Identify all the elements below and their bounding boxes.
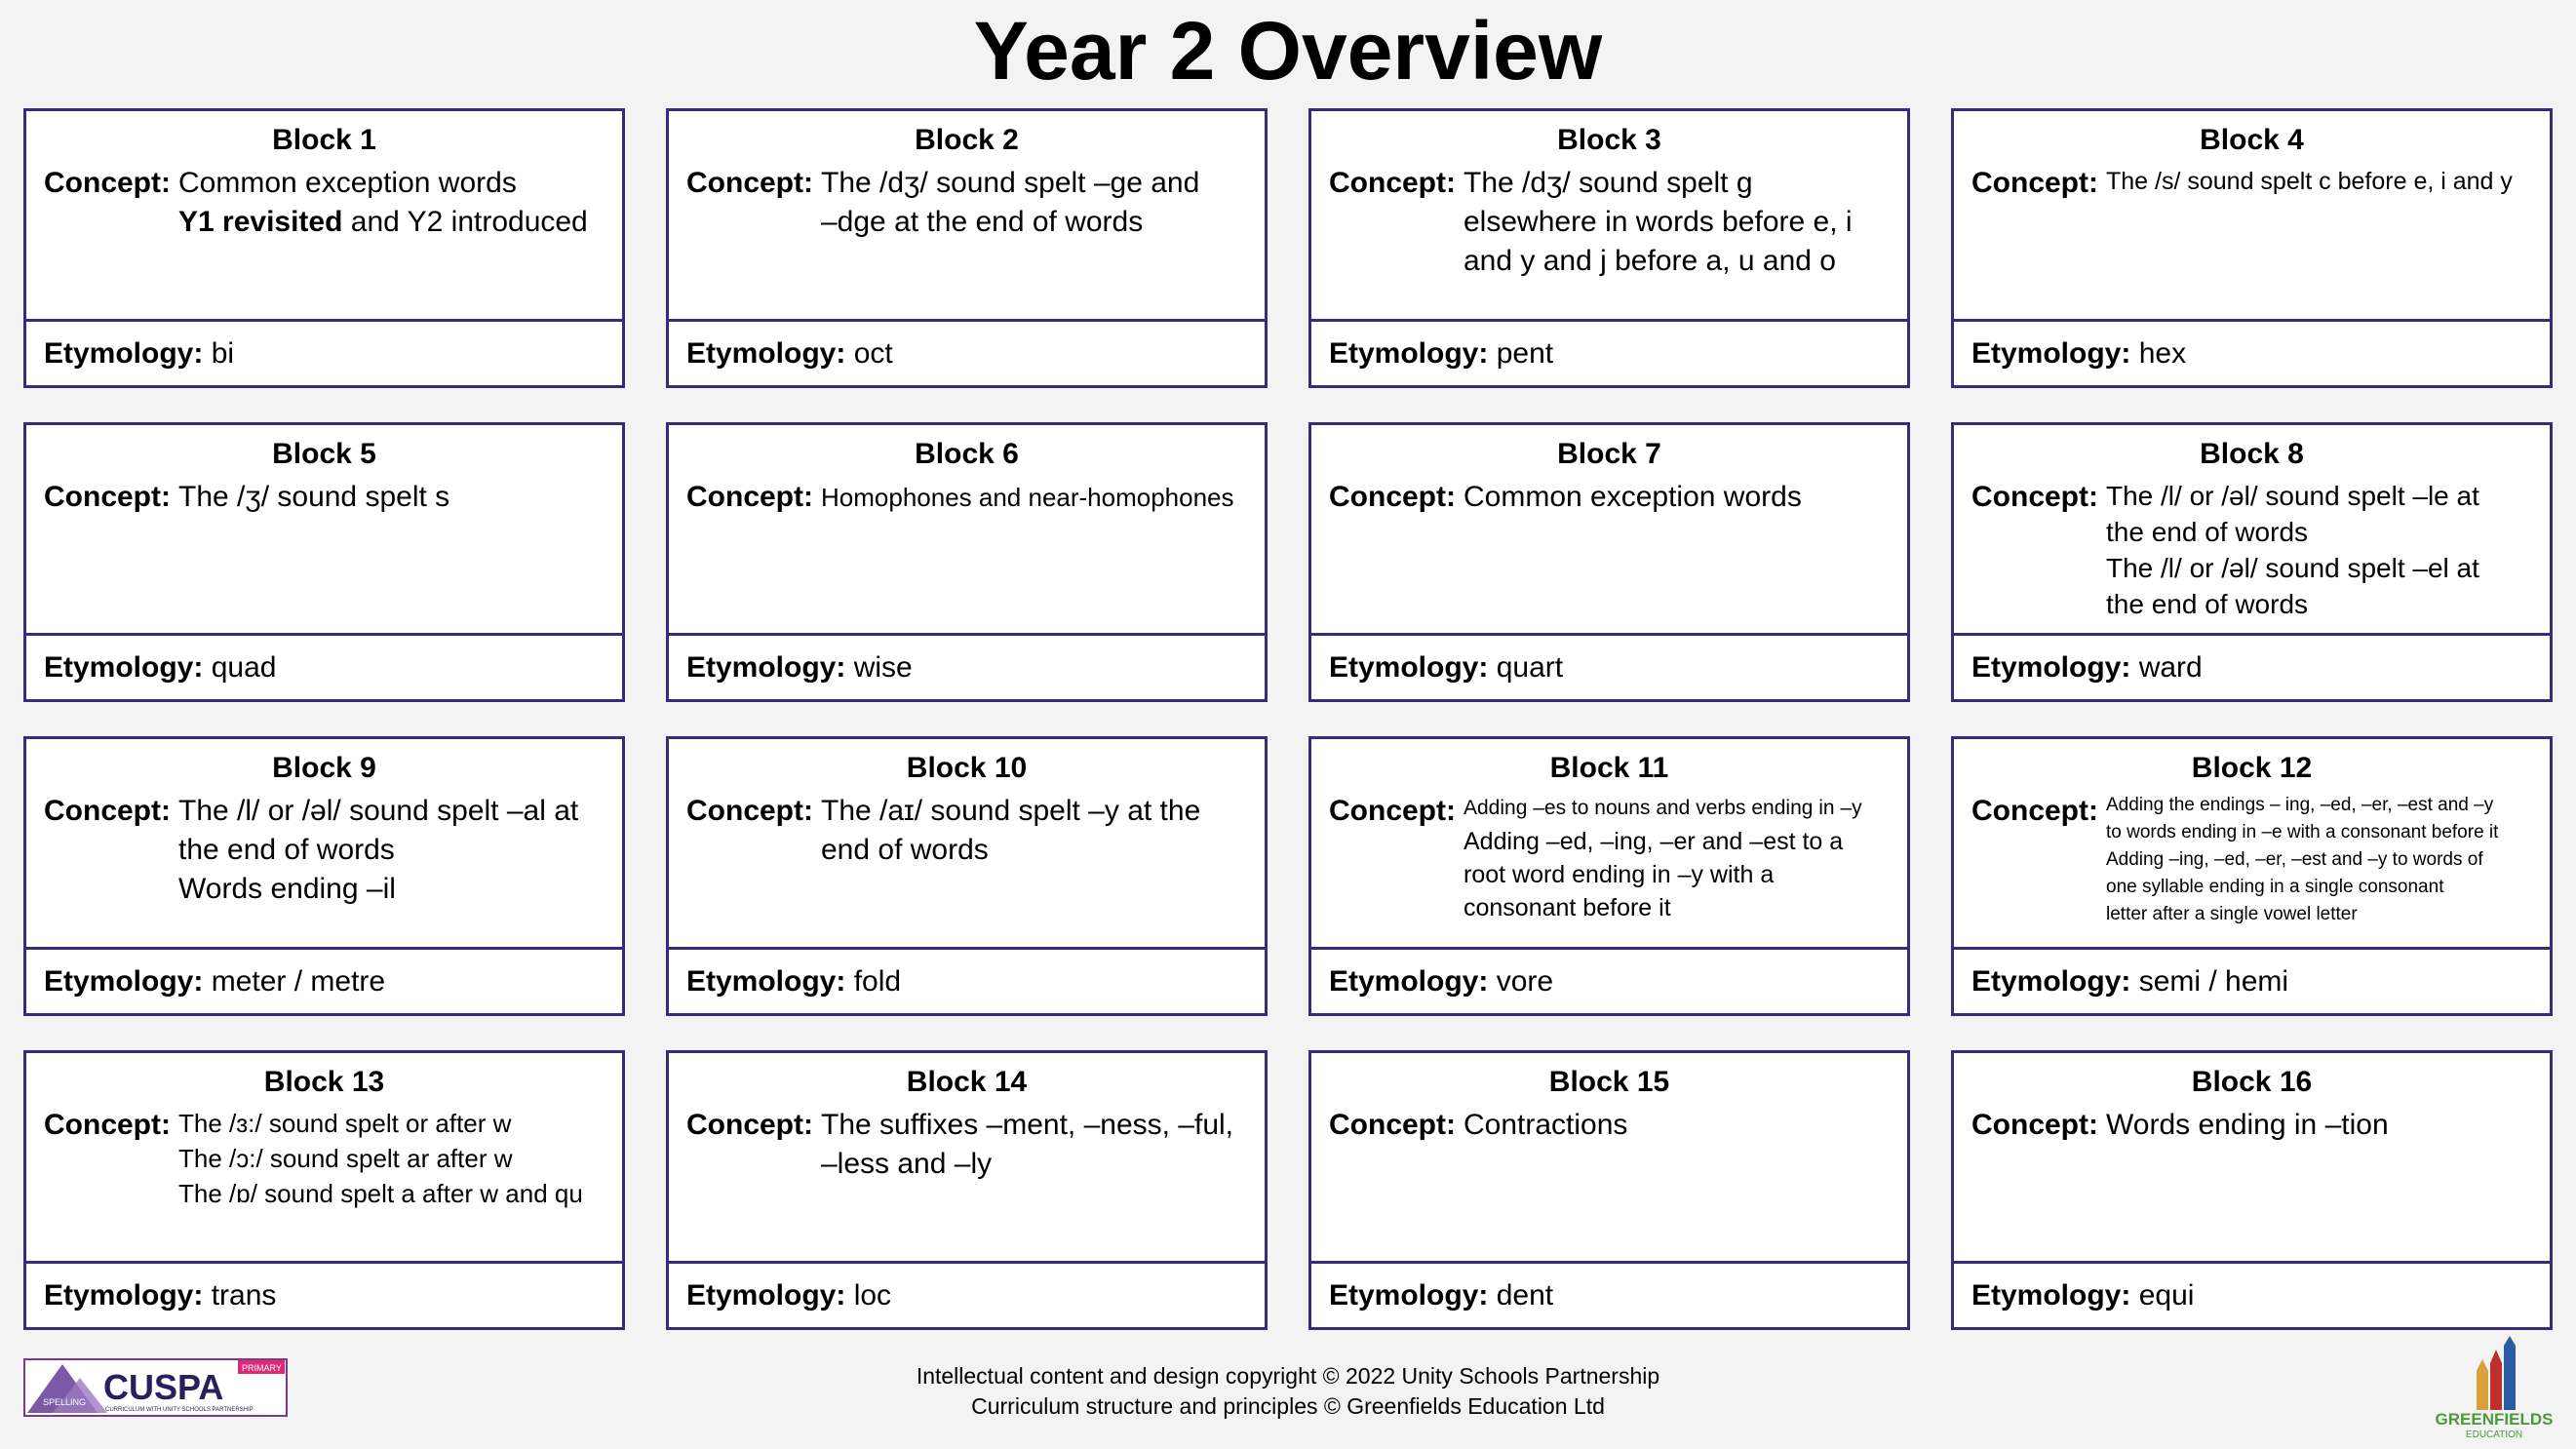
block-title: Block 14 xyxy=(906,1066,1028,1098)
cuspa-subtitle: CURRICULUM WITH UNITY SCHOOLS PARTNERSHIP xyxy=(105,1407,254,1413)
block-title: Block 2 xyxy=(915,124,1019,156)
etymology-label: Etymology: xyxy=(1329,1279,1489,1312)
block-card xyxy=(23,422,625,702)
concept-line: to words ending in –e with a consonant before it xyxy=(2106,822,2499,842)
block-title: Block 5 xyxy=(272,438,376,470)
concept-label: Concept: xyxy=(1971,1109,2098,1141)
block-card xyxy=(23,108,625,388)
etymology-row xyxy=(669,1261,1265,1327)
etymology-value: vore xyxy=(1496,965,1554,998)
concept-row xyxy=(686,164,1247,242)
etymology-label: Etymology: xyxy=(44,1279,204,1312)
concept-line: and y and j before a, u and o xyxy=(1464,245,1836,277)
concept-text: and Y2 introduced xyxy=(342,206,588,238)
etymology-row xyxy=(26,1261,622,1327)
cuspa-side-text: SPELLING xyxy=(43,1397,87,1407)
etymology-label: Etymology: xyxy=(1971,651,2131,684)
copyright-line-2: Curriculum structure and principles © Greenfields Education Ltd xyxy=(971,1393,1605,1419)
block-card xyxy=(23,1050,625,1330)
block-card xyxy=(1308,736,1910,1016)
blocks-grid xyxy=(23,108,2553,1330)
block-title: Block 9 xyxy=(272,752,376,784)
etymology-value: fold xyxy=(853,965,902,998)
concept-line: Adding –ing, –ed, –er, –est and –y to words of xyxy=(2106,849,2483,870)
concept-row xyxy=(1329,792,1890,924)
concept-row xyxy=(686,792,1247,870)
etymology-row xyxy=(26,319,622,385)
concept-row xyxy=(1329,478,1890,517)
concept-bold-text: Y1 revisited xyxy=(178,206,343,238)
etymology-value: pent xyxy=(1496,337,1554,370)
concept-line: Words ending in –tion xyxy=(2106,1109,2389,1141)
etymology-value: quart xyxy=(1496,651,1564,684)
etymology-row xyxy=(669,633,1265,699)
etymology-label: Etymology: xyxy=(1971,1279,2131,1312)
concept-line xyxy=(178,203,605,242)
concept-line: The /aɪ/ sound spelt –y at the xyxy=(821,795,1201,827)
etymology-label: Etymology: xyxy=(44,651,204,684)
block-card xyxy=(1951,108,2553,388)
block-title: Block 16 xyxy=(2191,1066,2313,1098)
concept-row xyxy=(1329,164,1890,281)
block-card xyxy=(666,1050,1268,1330)
block-card xyxy=(1308,422,1910,702)
block-title: Block 13 xyxy=(263,1066,385,1098)
etymology-label: Etymology: xyxy=(44,337,204,370)
copyright-notice xyxy=(0,1361,2576,1422)
greenfields-logo-text: GREENFIELDS xyxy=(2435,1410,2554,1429)
etymology-row xyxy=(26,947,622,1013)
concept-line: Adding –ed, –ing, –er and –est to a xyxy=(1464,828,1844,855)
concept-label: Concept: xyxy=(1329,795,1456,827)
etymology-row xyxy=(1954,1261,2550,1327)
concept-label: Concept: xyxy=(686,167,813,199)
etymology-label: Etymology: xyxy=(1329,651,1489,684)
concept-line: Common exception words xyxy=(178,167,517,199)
etymology-value: trans xyxy=(211,1279,277,1312)
block-card xyxy=(666,736,1268,1016)
block-title: Block 8 xyxy=(2200,438,2304,470)
concept-line: The /l/ or /əl/ sound spelt –el at xyxy=(2106,553,2479,583)
concept-label: Concept: xyxy=(686,795,813,827)
concept-label: Concept: xyxy=(44,481,171,513)
concept-line: the end of words xyxy=(2106,589,2309,619)
concept-row xyxy=(1971,792,2532,928)
concept-row xyxy=(686,1106,1247,1184)
concept-row xyxy=(44,792,605,909)
etymology-label: Etymology: xyxy=(1971,337,2131,370)
block-title: Block 15 xyxy=(1548,1066,1670,1098)
concept-line: The /ɒ/ sound spelt a after w and qu xyxy=(178,1179,583,1208)
block-title: Block 6 xyxy=(915,438,1019,470)
cuspa-tag: PRIMARY xyxy=(242,1363,282,1373)
concept-line: Common exception words xyxy=(1464,481,1802,513)
block-card xyxy=(1951,1050,2553,1330)
concept-line: Contractions xyxy=(1464,1109,1628,1141)
etymology-value: equi xyxy=(2138,1279,2195,1312)
etymology-value: wise xyxy=(853,651,913,684)
block-title: Block 7 xyxy=(1557,438,1661,470)
concept-label: Concept: xyxy=(1971,167,2098,199)
etymology-value: semi / hemi xyxy=(2138,965,2289,998)
concept-row xyxy=(44,1106,605,1211)
concept-line: one syllable ending in a single consonant xyxy=(2106,877,2444,897)
concept-line: The /s/ sound spelt c before e, i and y xyxy=(2106,168,2513,195)
concept-line: Adding the endings – ing, –ed, –er, –est and –y xyxy=(2106,795,2494,815)
etymology-value: quad xyxy=(211,651,277,684)
cuspa-logo-text: CUSPA xyxy=(103,1367,224,1407)
concept-line: root word ending in –y with a xyxy=(1464,861,1775,888)
concept-line: –dge at the end of words xyxy=(821,206,1144,238)
etymology-value: oct xyxy=(853,337,893,370)
etymology-row xyxy=(1311,1261,1907,1327)
concept-label: Concept: xyxy=(1971,481,2098,513)
block-title: Block 11 xyxy=(1549,752,1669,784)
concept-line: The /ʒ/ sound spelt s xyxy=(178,481,450,513)
concept-label: Concept: xyxy=(44,795,171,827)
concept-row xyxy=(1329,1106,1890,1145)
concept-line: the end of words xyxy=(2106,517,2309,547)
block-card xyxy=(23,736,625,1016)
etymology-row xyxy=(1954,633,2550,699)
concept-label: Concept: xyxy=(44,1109,171,1141)
block-title: Block 4 xyxy=(2200,124,2304,156)
etymology-row xyxy=(669,947,1265,1013)
block-title: Block 1 xyxy=(272,124,376,156)
concept-line: elsewhere in words before e, i xyxy=(1464,206,1853,238)
concept-line: The /ɜ:/ sound spelt or after w xyxy=(178,1109,512,1138)
etymology-value: loc xyxy=(853,1279,892,1312)
concept-line: Words ending –il xyxy=(178,873,396,905)
concept-label: Concept: xyxy=(686,481,813,513)
etymology-row xyxy=(1311,319,1907,385)
etymology-label: Etymology: xyxy=(686,965,846,998)
concept-line: letter after a single vowel letter xyxy=(2106,904,2358,924)
etymology-label: Etymology: xyxy=(686,651,846,684)
block-title: Block 3 xyxy=(1557,124,1661,156)
concept-line: The /ɔ:/ sound spelt ar after w xyxy=(178,1144,513,1173)
etymology-value: ward xyxy=(2138,651,2203,684)
block-title: Block 10 xyxy=(906,752,1028,784)
etymology-row xyxy=(669,319,1265,385)
etymology-row xyxy=(1311,633,1907,699)
concept-line: The /l/ or /əl/ sound spelt –le at xyxy=(2106,481,2479,511)
etymology-value: meter / metre xyxy=(211,965,386,998)
block-card xyxy=(1308,1050,1910,1330)
block-card xyxy=(666,422,1268,702)
etymology-row xyxy=(26,633,622,699)
etymology-value: dent xyxy=(1496,1279,1554,1312)
concept-line: The /l/ or /əl/ sound spelt –al at xyxy=(178,795,579,827)
concept-line: –less and –ly xyxy=(821,1148,993,1180)
etymology-value: bi xyxy=(211,337,235,370)
concept-label: Concept: xyxy=(1971,795,2098,827)
etymology-label: Etymology: xyxy=(44,965,204,998)
concept-label: Concept: xyxy=(1329,481,1456,513)
concept-line: consonant before it xyxy=(1464,894,1671,921)
concept-row xyxy=(44,478,605,517)
etymology-row xyxy=(1311,947,1907,1013)
etymology-label: Etymology: xyxy=(686,337,846,370)
concept-line: end of words xyxy=(821,834,989,866)
etymology-value: hex xyxy=(2138,337,2187,370)
block-card xyxy=(1308,108,1910,388)
concept-label: Concept: xyxy=(1329,167,1456,199)
concept-line: The /dʒ/ sound spelt –ge and xyxy=(821,167,1200,199)
block-title: Block 12 xyxy=(2191,752,2313,784)
concept-line: Homophones and near-homophones xyxy=(821,483,1234,512)
concept-label: Concept: xyxy=(686,1109,813,1141)
greenfields-logo-subtext: EDUCATION xyxy=(2465,1429,2523,1440)
concept-row xyxy=(1971,164,2532,203)
block-card xyxy=(666,108,1268,388)
concept-label: Concept: xyxy=(1329,1109,1456,1141)
concept-label: Concept: xyxy=(44,167,171,199)
block-card xyxy=(1951,736,2553,1016)
etymology-label: Etymology: xyxy=(1971,965,2131,998)
etymology-row xyxy=(1954,319,2550,385)
concept-row xyxy=(686,478,1247,517)
concept-line: Adding –es to nouns and verbs ending in –y xyxy=(1464,797,1862,819)
concept-line: The /dʒ/ sound spelt g xyxy=(1464,167,1753,199)
etymology-label: Etymology: xyxy=(1329,965,1489,998)
concept-row xyxy=(44,164,605,242)
concept-line: the end of words xyxy=(178,834,395,866)
etymology-row xyxy=(1954,947,2550,1013)
concept-row xyxy=(1971,478,2532,622)
concept-row xyxy=(1971,1106,2532,1145)
etymology-label: Etymology: xyxy=(686,1279,846,1312)
copyright-line-1: Intellectual content and design copyright © 2022 Unity Schools Partnership xyxy=(916,1363,1660,1389)
block-card xyxy=(1951,422,2553,702)
concept-line: The suffixes –ment, –ness, –ful, xyxy=(821,1109,1234,1141)
page-title: Year 2 Overview xyxy=(973,5,1603,97)
etymology-label: Etymology: xyxy=(1329,337,1489,370)
